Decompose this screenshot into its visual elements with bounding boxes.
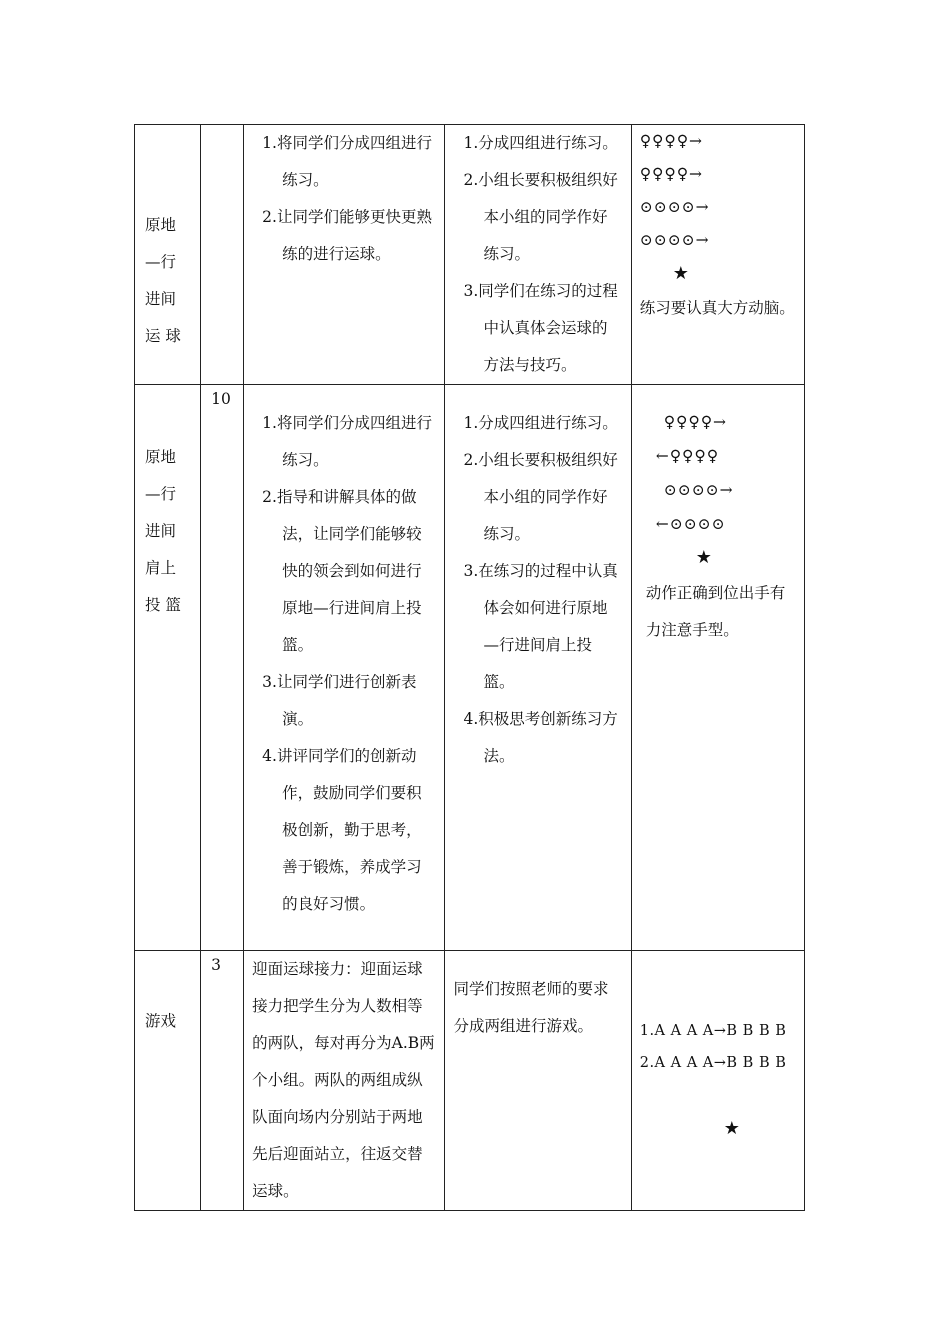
topic-line: 原地	[145, 448, 177, 466]
student-game-text: 同学们按照老师的要求分成两组进行游戏。	[453, 980, 609, 1035]
teacher-cell	[244, 951, 445, 1211]
student-item: 2.小组长要积极组织好本小组的同学作好练习。	[463, 171, 618, 263]
formation-line: ⊙⊙⊙⊙→	[639, 198, 710, 216]
formation-line: ♀♀♀♀→	[639, 132, 704, 150]
formation-line: ←♀♀♀♀	[655, 447, 720, 465]
formation-cell	[631, 125, 804, 385]
time-value: 3	[211, 956, 221, 974]
formation-line: ♀♀♀♀→	[663, 413, 728, 431]
topic-cell	[135, 385, 201, 951]
topic-line: 肩上	[145, 559, 177, 577]
time-value: 10	[211, 390, 231, 408]
topic-line: 原地	[145, 215, 177, 234]
teacher-item: 2.指导和讲解具体的做法，让同学们能够较快的领会到如何进行原地—行进间肩上投篮。	[262, 488, 422, 654]
topic-line: —行	[145, 252, 177, 271]
time-cell	[201, 951, 244, 1211]
formation-note: 动作正确到位出手有力注意手型。	[645, 584, 786, 639]
table-row	[135, 125, 805, 385]
student-item: 4.积极思考创新练习方法。	[463, 710, 618, 765]
formation-note: 练习要认真大方动脑。	[639, 299, 795, 317]
teacher-star-icon: ★	[695, 547, 712, 568]
teacher-game-text: 迎面运球接力：迎面运球接力把学生分为人数相等的两队，每对再分为A.B两个小组。两队的两组成纵队面向场内分别站于两地先后迎面站立，往返交替运球。	[252, 960, 435, 1200]
topic-cell	[135, 951, 201, 1211]
formation-line: ⊙⊙⊙⊙→	[639, 231, 710, 249]
formation-line: ⊙⊙⊙⊙→	[663, 481, 734, 499]
topic-cell	[135, 125, 201, 385]
formation-line: ←⊙⊙⊙⊙	[655, 515, 726, 533]
table-row	[135, 385, 805, 951]
topic-line: 游戏	[145, 1012, 177, 1030]
teacher-star-icon: ★	[672, 263, 689, 284]
students-cell	[445, 385, 631, 951]
formation-line: ♀♀♀♀→	[639, 165, 704, 183]
teacher-item: 1.将同学们分成四组进行练习。	[262, 134, 432, 189]
formation-cell	[631, 385, 804, 951]
student-item: 2.小组长要积极组织好本小组的同学作好练习。	[463, 451, 618, 543]
formation-line: 2.A A A A→B B B B	[639, 1055, 787, 1071]
time-cell	[201, 385, 244, 951]
student-item: 3.同学们在练习的过程中认真体会运球的方法与技巧。	[463, 282, 618, 374]
teacher-cell	[244, 125, 445, 385]
formation-cell	[631, 951, 804, 1211]
student-item: 1.分成四组进行练习。	[463, 414, 618, 432]
topic-line: 运 球	[145, 326, 181, 345]
lesson-plan-table	[134, 124, 805, 1211]
teacher-item: 4.讲评同学们的创新动作，鼓励同学们要积极创新，勤于思考，善于锻炼，养成学习的良好习惯。	[262, 747, 422, 913]
teacher-cell	[244, 385, 445, 951]
topic-line: 投 篮	[145, 596, 181, 614]
formation-line: 1.A A A A→B B B B	[639, 1023, 787, 1039]
topic-line: 进间	[145, 522, 177, 540]
teacher-item: 3.让同学们进行创新表演。	[262, 673, 417, 728]
topic-line: —行	[145, 485, 177, 503]
teacher-item: 1.将同学们分成四组进行练习。	[262, 414, 432, 469]
students-cell	[445, 951, 631, 1211]
teacher-star-icon: ★	[723, 1118, 740, 1139]
student-item: 3.在练习的过程中认真体会如何进行原地—行进间肩上投篮。	[463, 562, 618, 691]
teacher-item: 2.让同学们能够更快更熟练的进行运球。	[262, 208, 432, 263]
student-item: 1.分成四组进行练习。	[463, 134, 618, 152]
table-row	[135, 951, 805, 1211]
time-cell	[201, 125, 244, 385]
students-cell	[445, 125, 631, 385]
topic-line: 进间	[145, 289, 177, 308]
